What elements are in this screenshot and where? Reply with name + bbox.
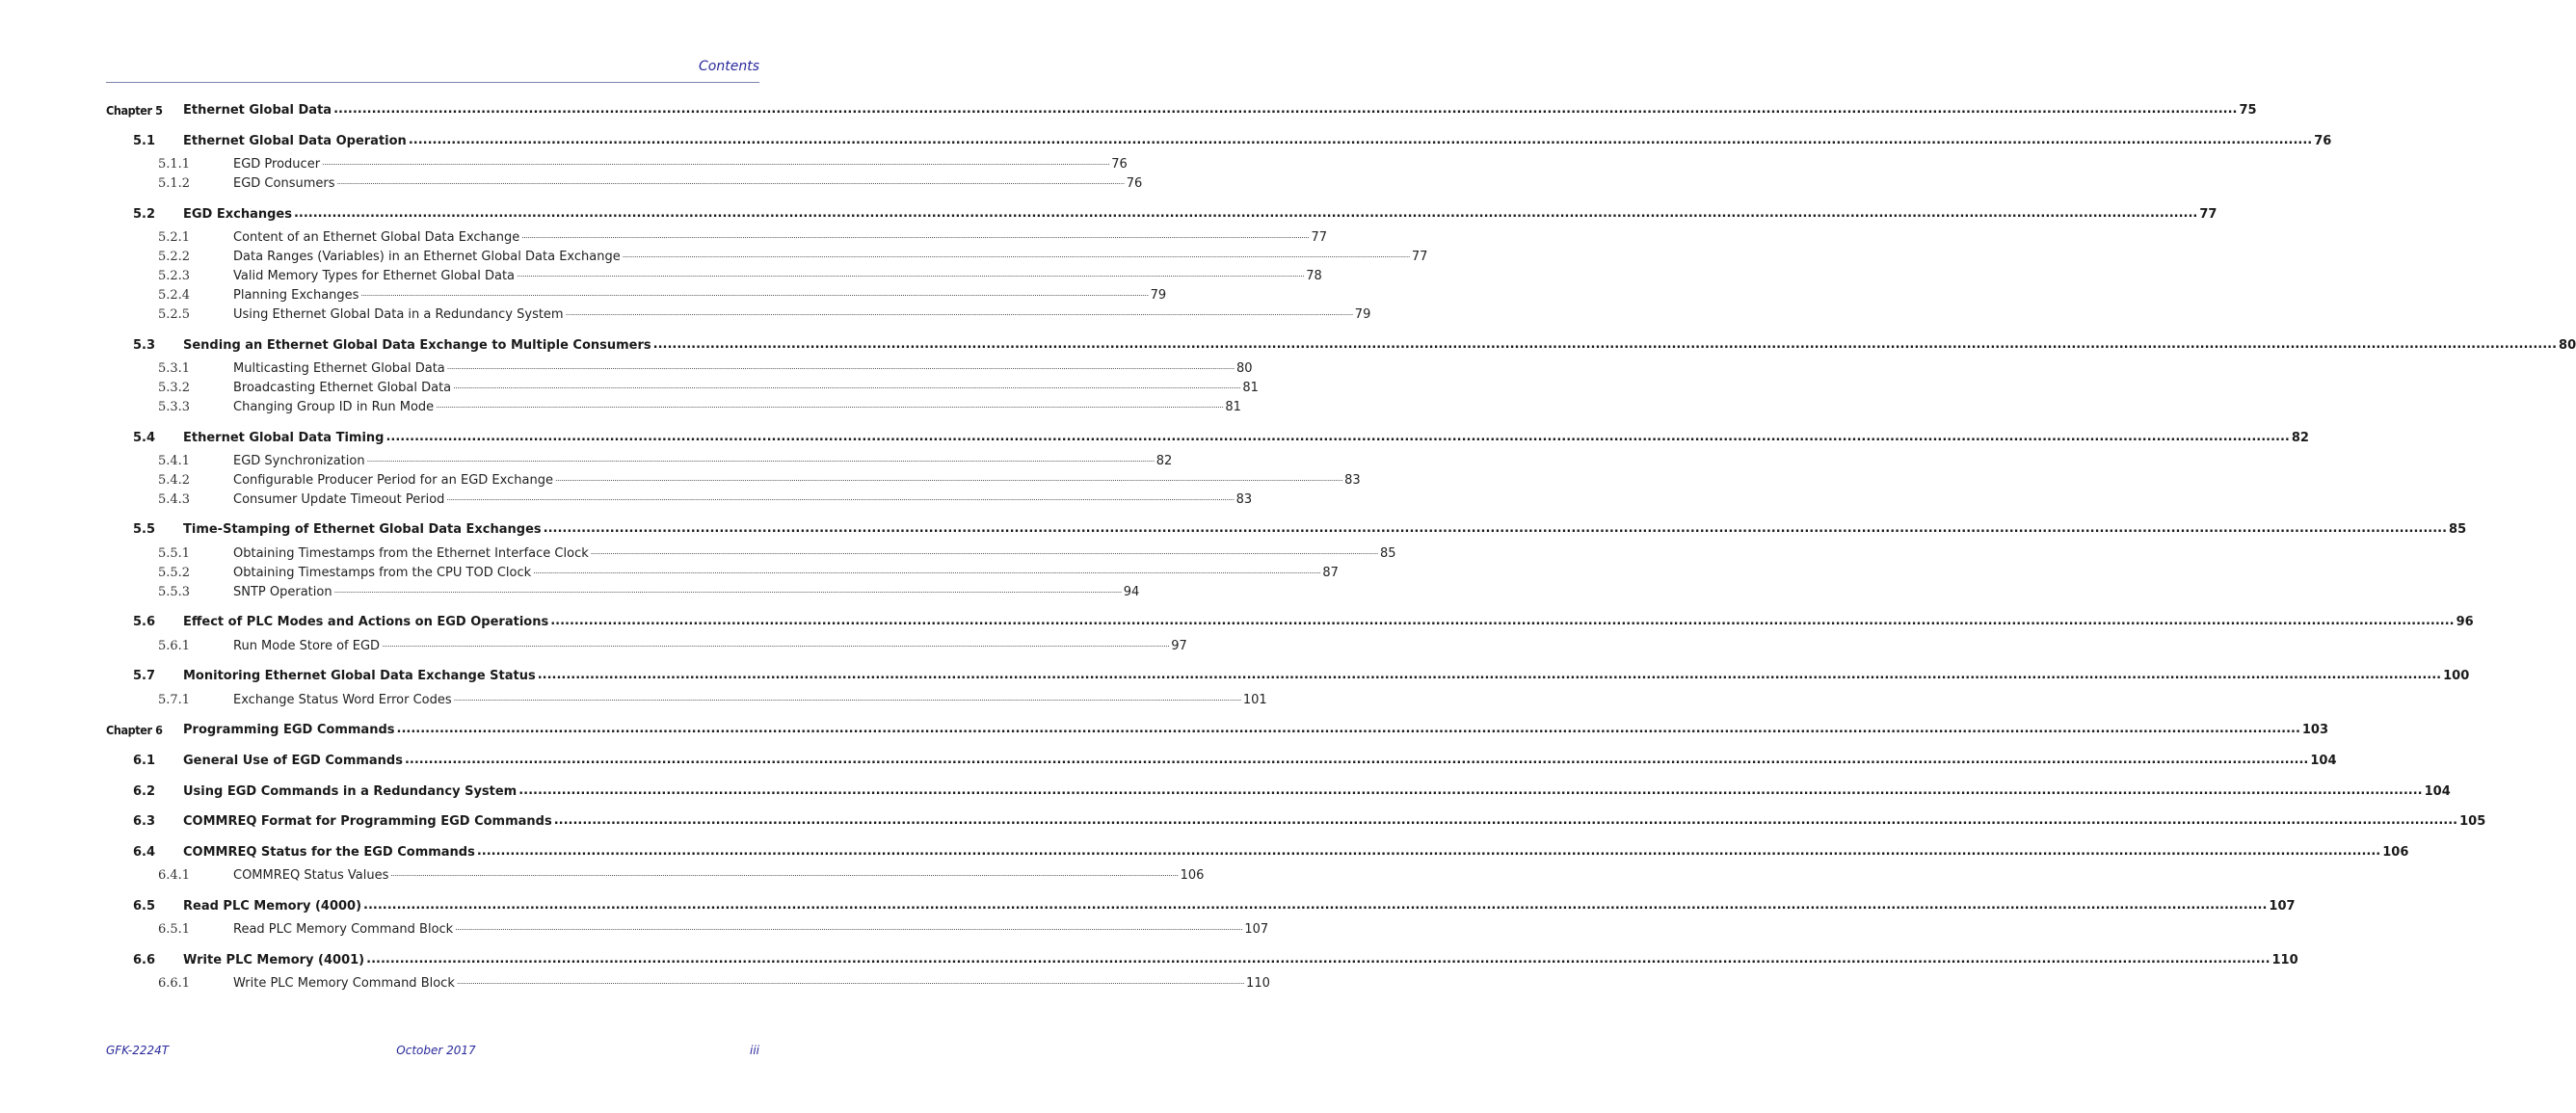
toc-subsection-entry[interactable] <box>106 543 1396 563</box>
toc-entry-page[interactable]: 97 <box>1171 638 1187 653</box>
toc-dot-leader: ................................................................................................................................................................................................................................................................................................................................................................................................................ <box>518 783 2423 798</box>
toc-subsection-entry[interactable] <box>106 470 1361 490</box>
toc-chapter-entry[interactable] <box>106 720 2329 739</box>
toc-subsection-entry[interactable] <box>106 378 1259 397</box>
toc-entry-page[interactable]: 78 <box>1306 268 1322 283</box>
toc-entry-number: 6.2 <box>133 783 156 799</box>
toc-entry-page[interactable]: 87 <box>1322 565 1339 580</box>
toc-entry-number: 5.2.2 <box>158 249 191 264</box>
toc-dot-leader: ................................................................................................................................................................................................................................................................................................................................................................................................................ <box>456 977 1245 986</box>
toc-dot-leader: ................................................................................................................................................................................................................................................................................................................................................................................................................ <box>565 308 1353 317</box>
toc-subsection-entry[interactable] <box>106 636 1187 655</box>
toc-dot-leader: ................................................................................................................................................................................................................................................................................................................................................................................................................ <box>553 813 2458 828</box>
toc-entry-number: 5.1.2 <box>158 175 191 191</box>
toc-section-entry[interactable] <box>106 896 2296 915</box>
toc-entry-title[interactable]: Monitoring Ethernet Global Data Exchange Status <box>183 668 536 683</box>
toc-entry-page[interactable]: 77 <box>1311 229 1327 245</box>
toc-dot-leader: ................................................................................................................................................................................................................................................................................................................................................................................................................ <box>533 567 1321 575</box>
toc-entry-title[interactable]: Consumer Update Timeout Period <box>233 491 445 507</box>
toc-entry-page[interactable]: 77 <box>1411 249 1428 264</box>
toc-subsection-entry[interactable] <box>106 919 1269 939</box>
toc-dot-leader: ................................................................................................................................................................................................................................................................................................................................................................................................................ <box>366 455 1155 464</box>
toc-entry-number: 5.2.5 <box>158 306 191 322</box>
toc-entry-page[interactable]: 79 <box>1354 306 1371 322</box>
toc-chapter-entry[interactable] <box>106 100 2257 119</box>
toc-dot-leader: ................................................................................................................................................................................................................................................................................................................................................................................................................ <box>382 640 1170 649</box>
toc-entry-title[interactable]: Read PLC Memory (4000) <box>183 898 362 914</box>
footer-document-id: GFK-2224T <box>106 1044 170 1057</box>
toc-dot-leader: ................................................................................................................................................................................................................................................................................................................................................................................................................ <box>537 668 2442 682</box>
toc-entry-number: 5.3 <box>133 337 156 353</box>
toc-entry-page[interactable]: 104 <box>2310 753 2337 768</box>
toc-section-entry[interactable] <box>106 950 2298 969</box>
toc-section-entry[interactable] <box>106 519 2467 539</box>
toc-dot-leader: ................................................................................................................................................................................................................................................................................................................................................................................................................ <box>404 753 2309 767</box>
toc-entry-number: 5.7 <box>133 668 156 683</box>
toc-subsection-entry[interactable] <box>106 973 1270 993</box>
toc-entry-number: 5.6.1 <box>158 638 191 653</box>
toc-entry-number: 5.2.3 <box>158 268 191 283</box>
toc-section-entry[interactable] <box>106 842 2409 861</box>
toc-entry-title[interactable]: Multicasting Ethernet Global Data <box>233 360 445 376</box>
toc-dot-leader: ................................................................................................................................................................................................................................................................................................................................................................................................................ <box>390 869 1179 878</box>
toc-dot-leader: ................................................................................................................................................................................................................................................................................................................................................................................................................ <box>453 382 1241 390</box>
toc-section-entry[interactable] <box>106 751 2337 770</box>
toc-entry-number: 5.3.2 <box>158 380 191 395</box>
toc-entry-page[interactable]: 110 <box>1246 975 1270 991</box>
toc-entry-number: 6.1 <box>133 753 156 768</box>
toc-dot-leader: ................................................................................................................................................................................................................................................................................................................................................................................................................ <box>322 158 1110 167</box>
toc-entry-page[interactable]: 103 <box>2301 722 2329 737</box>
toc-entry-number: 5.1.1 <box>158 156 191 172</box>
toc-entry-page[interactable]: 77 <box>2199 206 2217 222</box>
toc-dot-leader: ................................................................................................................................................................................................................................................................................................................................................................................................................ <box>333 102 2238 117</box>
toc-entry-number: 6.6.1 <box>158 975 191 991</box>
toc-subsection-entry[interactable] <box>106 227 1327 247</box>
toc-entry-title[interactable]: Sending an Ethernet Global Data Exchange to Multiple Consumers <box>183 337 651 353</box>
toc-subsection-entry[interactable] <box>106 285 1167 305</box>
toc-section-entry[interactable] <box>106 782 2451 801</box>
toc-entry-page[interactable]: 83 <box>1344 472 1361 488</box>
toc-entry-number: 5.5.2 <box>158 565 191 580</box>
toc-entry-title[interactable]: Write PLC Memory (4001) <box>183 952 365 967</box>
toc-entry-number: 6.3 <box>133 813 156 829</box>
toc-dot-leader: ................................................................................................................................................................................................................................................................................................................................................................................................................ <box>652 337 2558 352</box>
toc-entry-title[interactable]: Programming EGD Commands <box>183 722 395 737</box>
toc-entry-number: 5.4.1 <box>158 453 191 468</box>
toc-section-entry[interactable] <box>106 666 2470 685</box>
toc-entry-page[interactable]: 96 <box>2456 614 2474 629</box>
toc-subsection-entry[interactable] <box>106 865 1205 885</box>
toc-entry-title[interactable]: EGD Consumers <box>233 175 335 191</box>
toc-entry-page[interactable]: 106 <box>2382 844 2409 860</box>
toc-entry-page[interactable]: 105 <box>2459 813 2486 829</box>
toc-entry-page[interactable]: 94 <box>1123 584 1140 599</box>
toc-entry-title[interactable]: Ethernet Global Data Operation <box>183 133 407 148</box>
toc-dot-leader: ................................................................................................................................................................................................................................................................................................................................................................................................................ <box>385 430 2290 444</box>
toc-entry-page[interactable]: 79 <box>1150 287 1167 303</box>
toc-entry-page[interactable]: 110 <box>2271 952 2298 967</box>
toc-entry-title[interactable]: Planning Exchanges <box>233 287 359 303</box>
toc-entry-title[interactable]: EGD Exchanges <box>183 206 292 222</box>
toc-entry-title[interactable]: SNTP Operation <box>233 584 332 599</box>
toc-dot-leader: ................................................................................................................................................................................................................................................................................................................................................................................................................ <box>622 251 1410 259</box>
toc-entry-page[interactable]: 82 <box>2291 430 2309 445</box>
footer-date: October 2017 <box>396 1044 476 1057</box>
toc-entry-title[interactable]: COMMREQ Format for Programming EGD Commands <box>183 813 552 829</box>
toc-subsection-entry[interactable] <box>106 563 1339 582</box>
toc-entry-number: 5.5 <box>133 521 156 537</box>
toc-entry-title[interactable]: Data Ranges (Variables) in an Ethernet Global Data Exchange <box>233 249 621 264</box>
toc-dot-leader: ................................................................................................................................................................................................................................................................................................................................................................................................................ <box>554 474 1343 483</box>
toc-entry-title[interactable]: Effect of PLC Modes and Actions on EGD Operations <box>183 614 549 629</box>
toc-dot-leader: ................................................................................................................................................................................................................................................................................................................................................................................................................ <box>543 521 2448 536</box>
toc-entry-number: 5.2.4 <box>158 287 191 303</box>
toc-entry-number: 5.2 <box>133 206 156 222</box>
toc-dot-leader: ................................................................................................................................................................................................................................................................................................................................................................................................................ <box>360 289 1149 298</box>
toc-entry-title[interactable]: Using Ethernet Global Data in a Redundancy System <box>233 306 564 322</box>
toc-entry-title[interactable]: Configurable Producer Period for an EGD Exchange <box>233 472 553 488</box>
toc-entry-page[interactable]: 76 <box>1111 156 1128 172</box>
toc-subsection-entry[interactable] <box>106 358 1253 378</box>
toc-entry-page[interactable]: 76 <box>1126 175 1143 191</box>
toc-entry-page[interactable]: 75 <box>2239 102 2257 118</box>
toc-entry-page[interactable]: 85 <box>1379 545 1396 561</box>
toc-entry-number: 5.3.3 <box>158 399 191 414</box>
toc-subsection-entry[interactable] <box>106 397 1241 416</box>
toc-entry-page[interactable]: 104 <box>2424 783 2451 799</box>
toc-dot-leader: ................................................................................................................................................................................................................................................................................................................................................................................................................ <box>446 493 1235 502</box>
toc-section-entry[interactable] <box>106 131 2332 150</box>
toc-subsection-entry[interactable] <box>106 247 1428 266</box>
toc-subsection-entry[interactable] <box>106 266 1322 285</box>
toc-entry-title[interactable]: Broadcasting Ethernet Global Data <box>233 380 452 395</box>
toc-subsection-entry[interactable] <box>106 690 1267 709</box>
toc-dot-leader: ................................................................................................................................................................................................................................................................................................................................................................................................................ <box>521 231 1310 240</box>
toc-entry-page[interactable]: 100 <box>2443 668 2470 683</box>
toc-subsection-entry[interactable] <box>106 451 1173 470</box>
toc-entry-title[interactable]: Using EGD Commands in a Redundancy System <box>183 783 518 799</box>
toc-entry-title[interactable]: Content of an Ethernet Global Data Exchange <box>233 229 520 245</box>
toc-dot-leader: ................................................................................................................................................................................................................................................................................................................................................................................................................ <box>517 270 1305 278</box>
toc-entry-page[interactable]: 76 <box>2314 133 2332 148</box>
page-header-title: Contents <box>699 59 759 74</box>
toc-entry-page[interactable]: 107 <box>1244 921 1269 937</box>
toc-dot-leader: ................................................................................................................................................................................................................................................................................................................................................................................................................ <box>333 586 1122 595</box>
toc-dot-leader: ................................................................................................................................................................................................................................................................................................................................................................................................................ <box>293 206 2198 221</box>
toc-entry-page[interactable]: 107 <box>2269 898 2296 914</box>
toc-entry-page[interactable]: 106 <box>1180 867 1205 883</box>
toc-section-entry[interactable] <box>106 428 2309 447</box>
toc-section-entry[interactable] <box>106 204 2217 224</box>
toc-dot-leader: ................................................................................................................................................................................................................................................................................................................................................................................................................ <box>590 547 1378 556</box>
toc-dot-leader: ................................................................................................................................................................................................................................................................................................................................................................................................................ <box>336 177 1125 186</box>
toc-entry-title[interactable]: COMMREQ Status Values <box>233 867 389 883</box>
toc-entry-number: 5.2.1 <box>158 229 191 245</box>
toc-entry-number: 5.7.1 <box>158 692 191 707</box>
toc-dot-leader: ................................................................................................................................................................................................................................................................................................................................................................................................................ <box>453 694 1241 702</box>
toc-subsection-entry[interactable] <box>106 582 1140 601</box>
toc-entry-number: 6.4 <box>133 844 156 860</box>
toc-entry-page[interactable]: 83 <box>1235 491 1253 507</box>
toc-dot-leader: ................................................................................................................................................................................................................................................................................................................................................................................................................ <box>408 133 2313 147</box>
toc-dot-leader: ................................................................................................................................................................................................................................................................................................................................................................................................................ <box>363 898 2268 913</box>
toc-dot-leader: ................................................................................................................................................................................................................................................................................................................................................................................................................ <box>366 952 2271 967</box>
toc-entry-number: 5.1 <box>133 133 156 148</box>
toc-entry-number: 6.5.1 <box>158 921 191 937</box>
toc-entry-title[interactable]: Valid Memory Types for Ethernet Global Data <box>233 268 516 283</box>
toc-entry-number: 5.5.1 <box>158 545 191 561</box>
toc-dot-leader: ................................................................................................................................................................................................................................................................................................................................................................................................................ <box>455 923 1243 932</box>
toc-entry-title[interactable]: Obtaining Timestamps from the CPU TOD Clock <box>233 565 532 580</box>
toc-section-entry[interactable] <box>106 335 2576 355</box>
toc-dot-leader: ................................................................................................................................................................................................................................................................................................................................................................................................................ <box>550 614 2455 628</box>
toc-entry-number: 5.4 <box>133 430 156 445</box>
toc-entry-title[interactable]: Exchange Status Word Error Codes <box>233 692 452 707</box>
toc-entry-number: Chapter 5 <box>106 102 163 118</box>
toc-entry-title[interactable]: Ethernet Global Data Timing <box>183 430 385 445</box>
toc-dot-leader: ................................................................................................................................................................................................................................................................................................................................................................................................................ <box>396 722 2300 736</box>
toc-entry-title[interactable]: EGD Producer <box>233 156 321 172</box>
toc-entry-number: Chapter 6 <box>106 722 163 737</box>
toc-entry-number: 6.6 <box>133 952 156 967</box>
toc-entry-number: 6.5 <box>133 898 156 914</box>
toc-dot-leader: ................................................................................................................................................................................................................................................................................................................................................................................................................ <box>446 362 1235 371</box>
toc-entry-title[interactable]: Run Mode Store of EGD <box>233 638 381 653</box>
toc-entry-title[interactable]: Write PLC Memory Command Block <box>233 975 455 991</box>
toc-entry-title[interactable]: Changing Group ID in Run Mode <box>233 399 435 414</box>
toc-entry-title[interactable]: Time-Stamping of Ethernet Global Data Exchanges <box>183 521 542 537</box>
toc-subsection-entry[interactable] <box>106 173 1143 193</box>
toc-entry-page[interactable]: 85 <box>2449 521 2467 537</box>
toc-dot-leader: ................................................................................................................................................................................................................................................................................................................................................................................................................ <box>476 844 2381 859</box>
toc-entry-title[interactable]: Read PLC Memory Command Block <box>233 921 454 937</box>
toc-entry-number: 5.4.3 <box>158 491 191 507</box>
toc-entry-page[interactable]: 81 <box>1242 380 1259 395</box>
toc-entry-title[interactable]: EGD Synchronization <box>233 453 365 468</box>
toc-dot-leader: ................................................................................................................................................................................................................................................................................................................................................................................................................ <box>436 401 1224 410</box>
toc-section-entry[interactable] <box>106 612 2474 631</box>
toc-subsection-entry[interactable] <box>106 490 1253 509</box>
toc-entry-page[interactable]: 80 <box>2559 337 2576 353</box>
toc-entry-number: 5.6 <box>133 614 156 629</box>
toc-entry-number: 5.5.3 <box>158 584 191 599</box>
toc-subsection-entry[interactable] <box>106 305 1371 324</box>
toc-entry-title[interactable]: General Use of EGD Commands <box>183 753 403 768</box>
toc-subsection-entry[interactable] <box>106 154 1128 173</box>
toc-entry-page[interactable]: 80 <box>1235 360 1253 376</box>
toc-entry-number: 5.3.1 <box>158 360 191 376</box>
toc-section-entry[interactable] <box>106 811 2486 831</box>
toc-entry-title[interactable]: Obtaining Timestamps from the Ethernet Interface Clock <box>233 545 589 561</box>
toc-entry-page[interactable]: 101 <box>1242 692 1267 707</box>
toc-entry-title[interactable]: Ethernet Global Data <box>183 102 332 118</box>
toc-entry-title[interactable]: COMMREQ Status for the EGD Commands <box>183 844 475 860</box>
toc-entry-page[interactable]: 82 <box>1155 453 1173 468</box>
footer-page-number: iii <box>749 1044 759 1057</box>
toc-entry-number: 6.4.1 <box>158 867 191 883</box>
toc-entry-number: 5.4.2 <box>158 472 191 488</box>
toc-entry-page[interactable]: 81 <box>1225 399 1241 414</box>
